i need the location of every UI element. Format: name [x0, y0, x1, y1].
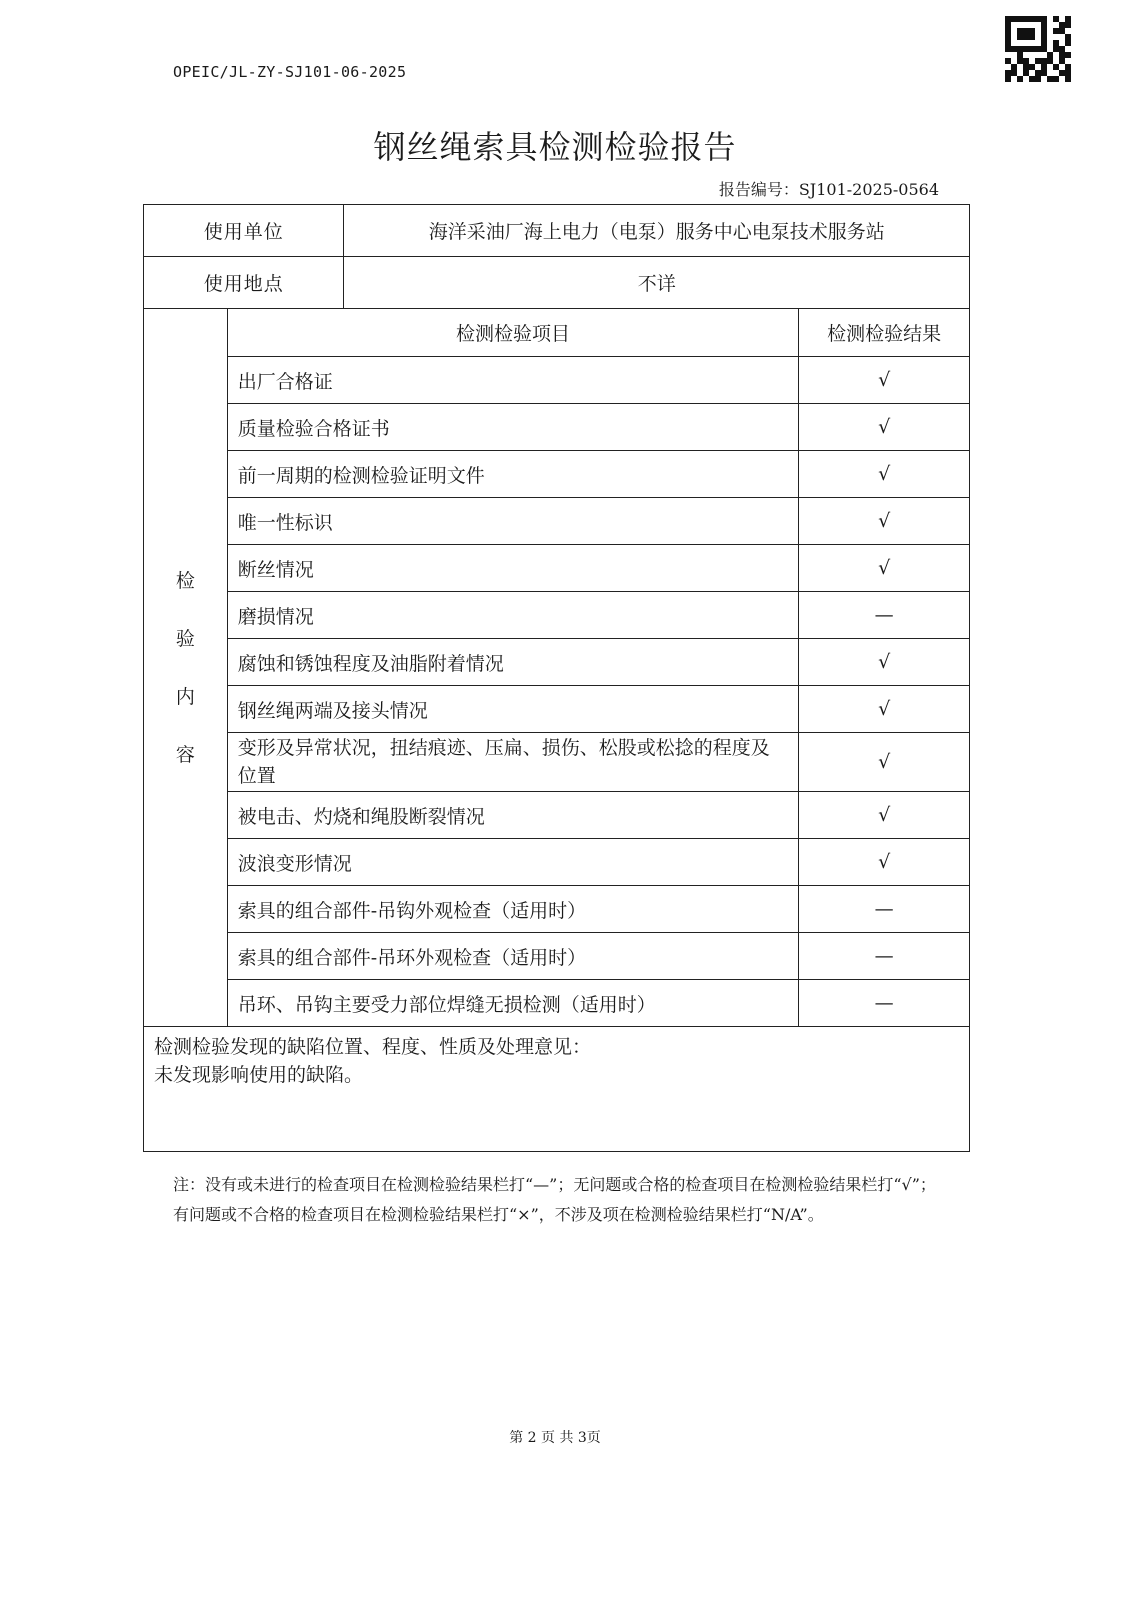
report-number: 报告编号：SJ101-2025-0564	[718, 180, 939, 199]
qr-code-icon	[1005, 16, 1071, 82]
defects-cell	[144, 1027, 970, 1152]
section-side-label	[144, 309, 228, 1027]
side-char: 内	[175, 685, 195, 708]
inspection-item-name: 前一周期的检测检验证明文件	[227, 451, 799, 498]
table-row	[144, 639, 970, 686]
inspection-item-name: 吊环、吊钩主要受力部位焊缝无损检测（适用时）	[227, 980, 799, 1027]
defects-value: 未发现影响使用的缺陷。	[154, 1064, 364, 1086]
inspection-item-name: 断丝情况	[227, 545, 799, 592]
unit-value: 海洋采油厂海上电力（电泵）服务中心电泵技术服务站	[344, 205, 970, 257]
inspection-item-name: 质量检验合格证书	[227, 404, 799, 451]
inspection-item-result: √	[799, 451, 970, 498]
table-row	[144, 980, 970, 1027]
table-row	[144, 592, 970, 639]
defects-row	[144, 1027, 970, 1152]
table-row	[144, 498, 970, 545]
side-char: 检	[175, 569, 195, 592]
inspection-item-result: —	[799, 980, 970, 1027]
inspection-item-name: 唯一性标识	[227, 498, 799, 545]
inspection-item-result: —	[799, 886, 970, 933]
column-header-result: 检测检验结果	[799, 309, 970, 357]
inspection-item-name: 出厂合格证	[227, 357, 799, 404]
inspection-item-name: 索具的组合部件-吊环外观检查（适用时）	[227, 933, 799, 980]
place-label: 使用地点	[144, 257, 344, 309]
inspection-item-result: √	[799, 792, 970, 839]
inspection-item-name: 被电击、灼烧和绳股断裂情况	[227, 792, 799, 839]
side-char: 容	[175, 743, 195, 766]
column-header-row	[144, 309, 970, 357]
inspection-item-result: √	[799, 839, 970, 886]
table-row	[144, 451, 970, 498]
inspection-item-result: √	[799, 498, 970, 545]
unit-row	[144, 205, 970, 257]
inspection-item-result: √	[799, 686, 970, 733]
inspection-item-name: 波浪变形情况	[227, 839, 799, 886]
inspection-item-result: —	[799, 933, 970, 980]
defects-label: 检测检验发现的缺陷位置、程度、性质及处理意见：	[154, 1036, 592, 1058]
column-header-item: 检测检验项目	[227, 309, 799, 357]
table-row	[144, 357, 970, 404]
inspection-item-result: √	[799, 733, 970, 792]
inspection-item-name: 索具的组合部件-吊钩外观检查（适用时）	[227, 886, 799, 933]
inspection-item-name: 钢丝绳两端及接头情况	[227, 686, 799, 733]
inspection-item-name: 腐蚀和锈蚀程度及油脂附着情况	[227, 639, 799, 686]
table-row	[144, 933, 970, 980]
inspection-item-result: √	[799, 357, 970, 404]
inspection-item-name: 变形及异常状况，扭结痕迹、压扁、损伤、松股或松捻的程度及位置	[227, 733, 799, 792]
page-number: 第 2 页 共 3页	[509, 1430, 601, 1446]
document-code: OPEIC/JL-ZY-SJ101-06-2025	[173, 63, 407, 81]
inspection-item-result: —	[799, 592, 970, 639]
inspection-item-result: √	[799, 639, 970, 686]
inspection-item-name: 磨损情况	[227, 592, 799, 639]
inspection-item-result: √	[799, 545, 970, 592]
table-row	[144, 545, 970, 592]
table-row	[144, 839, 970, 886]
place-row	[144, 257, 970, 309]
table-row	[144, 404, 970, 451]
side-char: 验	[175, 627, 195, 650]
footnote: 注：没有或未进行的检查项目在检测检验结果栏打“—”；无问题或合格的检查项目在检测检验结果栏打“√”；有问题或不合格的检查项目在检测检验结果栏打“×”，不涉及项在检测检验结果栏打“N/A”。	[173, 1175, 936, 1224]
table-row	[144, 733, 970, 792]
table-row	[144, 686, 970, 733]
report-title: 钢丝绳索具检测检验报告	[373, 128, 737, 166]
place-value: 不详	[344, 257, 970, 309]
table-row	[144, 792, 970, 839]
table-row	[144, 886, 970, 933]
inspection-item-result: √	[799, 404, 970, 451]
unit-label: 使用单位	[144, 205, 344, 257]
inspection-table	[143, 204, 970, 1152]
